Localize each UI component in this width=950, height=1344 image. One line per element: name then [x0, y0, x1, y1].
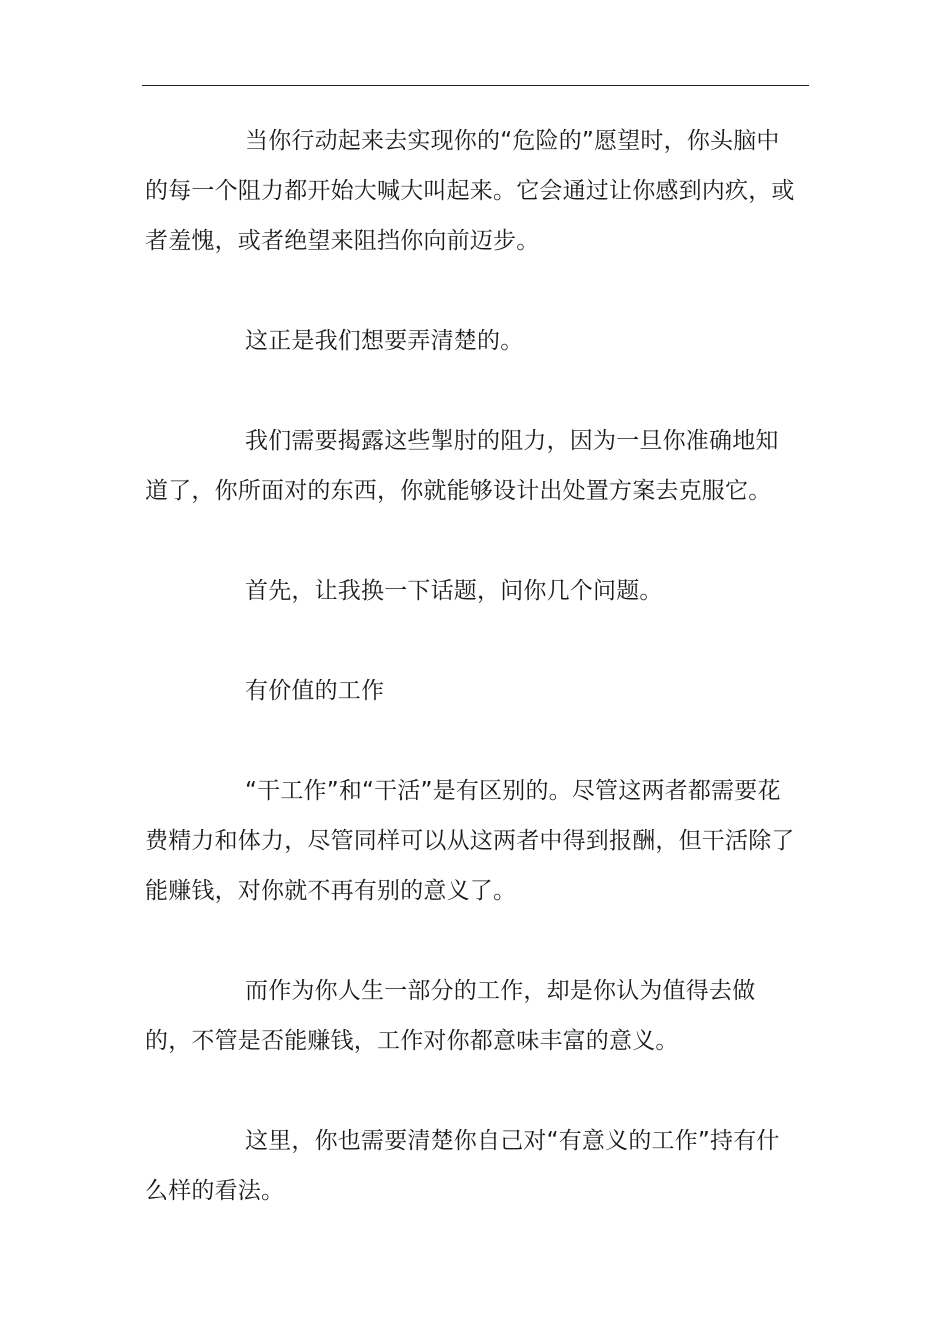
paragraph-3: 我们需要揭露这些掣肘的阻力，因为一旦你准确地知道了，你所面对的东西，你就能够设计出处置方案去克服它。 — [145, 428, 779, 504]
document-body — [145, 116, 797, 1216]
paragraph-5: “干工作”和“干活”是有区别的。尽管这两者都需要花费精力和体力，尽管同样可以从这两者中得到报酬，但干活除了能赚钱，对你就不再有别的意义了。 — [145, 778, 795, 904]
paragraph-spacer — [145, 916, 797, 966]
paragraph-4: 首先，让我换一下话题，问你几个问题。 — [245, 578, 663, 604]
paragraph-spacer — [145, 716, 797, 766]
paragraph-7: 这里，你也需要清楚你自己对“有意义的工作”持有什么样的看法。 — [145, 1128, 780, 1204]
paragraph-spacer — [145, 366, 797, 416]
paragraph-spacer — [145, 616, 797, 666]
paragraph-6: 而作为你人生一部分的工作，却是你认为值得去做的，不管是否能赚钱，工作对你都意味丰富的意义。 — [145, 978, 756, 1054]
paragraph-spacer — [145, 1066, 797, 1116]
paragraph-2: 这正是我们想要弄清楚的。 — [245, 328, 524, 354]
header-rule — [142, 85, 809, 86]
paragraph-1: 当你行动起来去实现你的“危险的”愿望时，你头脑中的每一个阻力都开始大喊大叫起来。它会通过让你感到内疚，或者羞愧，或者绝望来阻挡你向前迈步。 — [145, 128, 795, 254]
paragraph-spacer — [145, 266, 797, 316]
section-heading: 有价值的工作 — [245, 678, 385, 704]
paragraph-spacer — [145, 516, 797, 566]
